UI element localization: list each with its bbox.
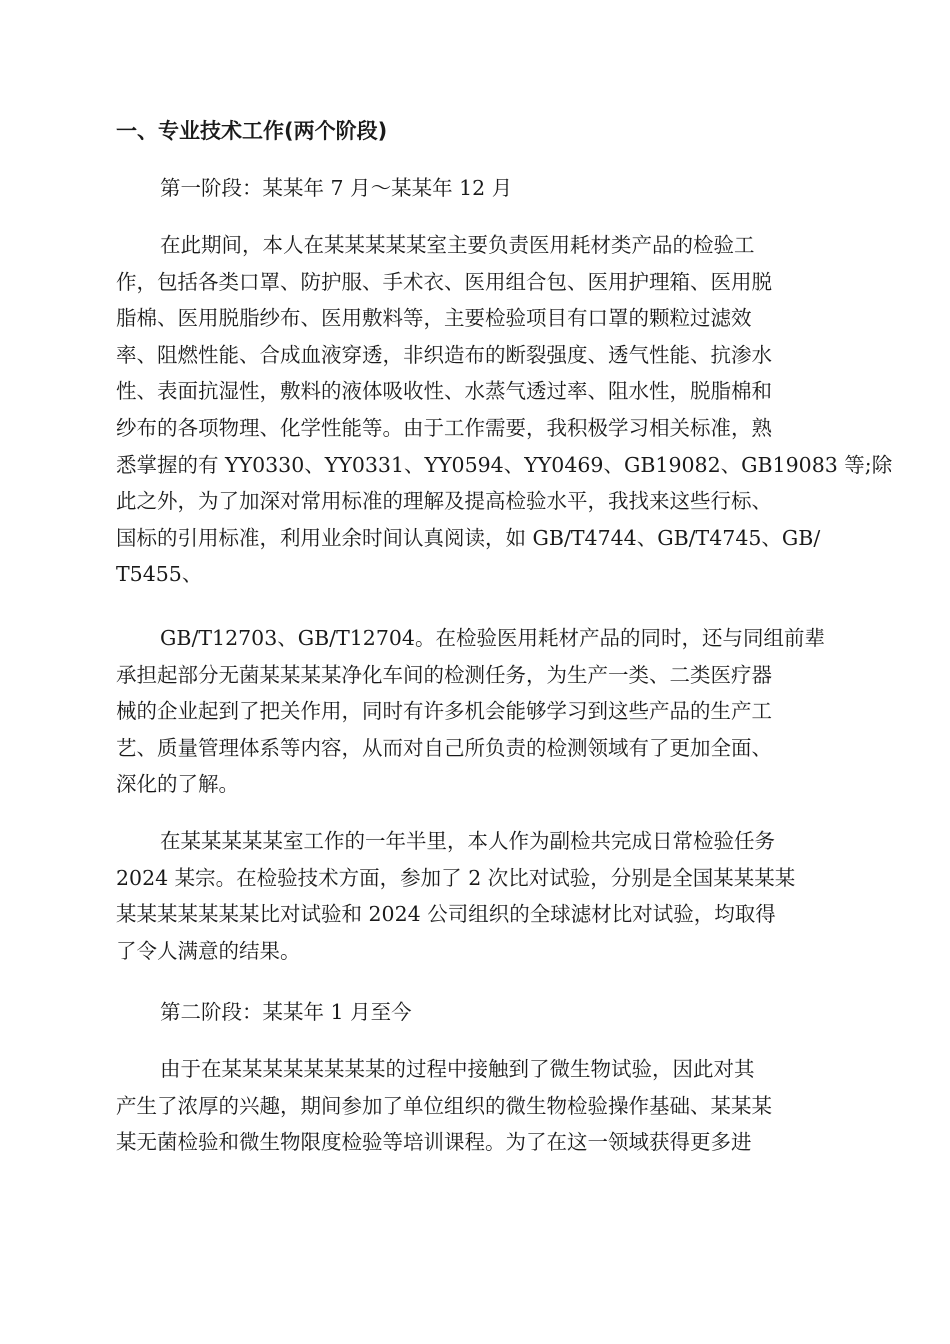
- text-line: 在此期间，本人在某某某某某室主要负责医用耗材类产品的检验工: [160, 233, 755, 257]
- text-line: 第二阶段：某某年 1 月至今: [160, 1000, 412, 1024]
- text-line: 悉掌握的有 YY0330、YY0331、YY0594、YY0469、GB19082、GB19083 等;除: [116, 452, 893, 477]
- text-line: 在某某某某某室工作的一年半里，本人作为副检共完成日常检验任务: [160, 829, 775, 853]
- text-line: 了令人满意的结果。: [116, 938, 301, 963]
- text-line: 纱布的各项物理、化学性能等。由于工作需要，我积极学习相关标准，熟: [116, 415, 772, 440]
- text-line: 国标的引用标准，利用业余时间认真阅读，如 GB/T4744、GB/T4745、GB/: [116, 525, 821, 550]
- text-line: 第一阶段：某某年 7 月～某某年 12 月: [160, 176, 513, 200]
- text-line: 由于在某某某某某某某某的过程中接触到了微生物试验，因此对其: [160, 1057, 755, 1081]
- text-line: 性、表面抗湿性，敷料的液体吸收性、水蒸气透过率、阻水性，脱脂棉和: [116, 379, 772, 404]
- text-line: 艺、质量管理体系等内容，从而对自己所负责的检测领域有了更加全面、: [116, 735, 772, 760]
- paragraph-standards-continued: [116, 620, 836, 803]
- section-heading: 一、专业技术工作(两个阶段): [116, 119, 388, 143]
- paragraph-stage-one-work: [116, 227, 893, 593]
- paragraph-stage-two-work: [116, 1051, 836, 1161]
- paragraph-stage-one-title: [116, 170, 836, 207]
- paragraph-results: [116, 823, 836, 969]
- text-line: 此之外，为了加深对常用标准的理解及提高检验水平，我找来这些行标、: [116, 489, 772, 514]
- text-line: 承担起部分无菌某某某某净化车间的检测任务，为生产一类、二类医疗器: [116, 662, 772, 687]
- paragraph-stage-two-title: [116, 994, 836, 1031]
- text-line: 产生了浓厚的兴趣，期间参加了单位组织的微生物检验操作基础、某某某: [116, 1093, 772, 1118]
- text-line: 2024 某宗。在检验技术方面，参加了 2 次比对试验，分别是全国某某某某: [116, 865, 796, 890]
- text-line: 率、阻燃性能、合成血液穿透，非织造布的断裂强度、透气性能、抗渗水: [116, 342, 772, 367]
- text-line: 作，包括各类口罩、防护服、手术衣、医用组合包、医用护理箱、医用脱: [116, 269, 772, 294]
- text-line: 某无菌检验和微生物限度检验等培训课程。为了在这一领域获得更多进: [116, 1130, 752, 1155]
- text-line: 深化的了解。: [116, 772, 239, 797]
- text-line: GB/T12703、GB/T12704。在检验医用耗材产品的同时，还与同组前辈: [160, 626, 825, 650]
- text-line: T5455、: [116, 562, 203, 587]
- text-line: 械的企业起到了把关作用，同时有许多机会能够学习到这些产品的生产工: [116, 699, 772, 724]
- text-line: 某某某某某某某比对试验和 2024 公司组织的全球滤材比对试验，均取得: [116, 902, 776, 927]
- text-line: 脂棉、医用脱脂纱布、医用敷料等，主要检验项目有口罩的颗粒过滤效: [116, 306, 752, 331]
